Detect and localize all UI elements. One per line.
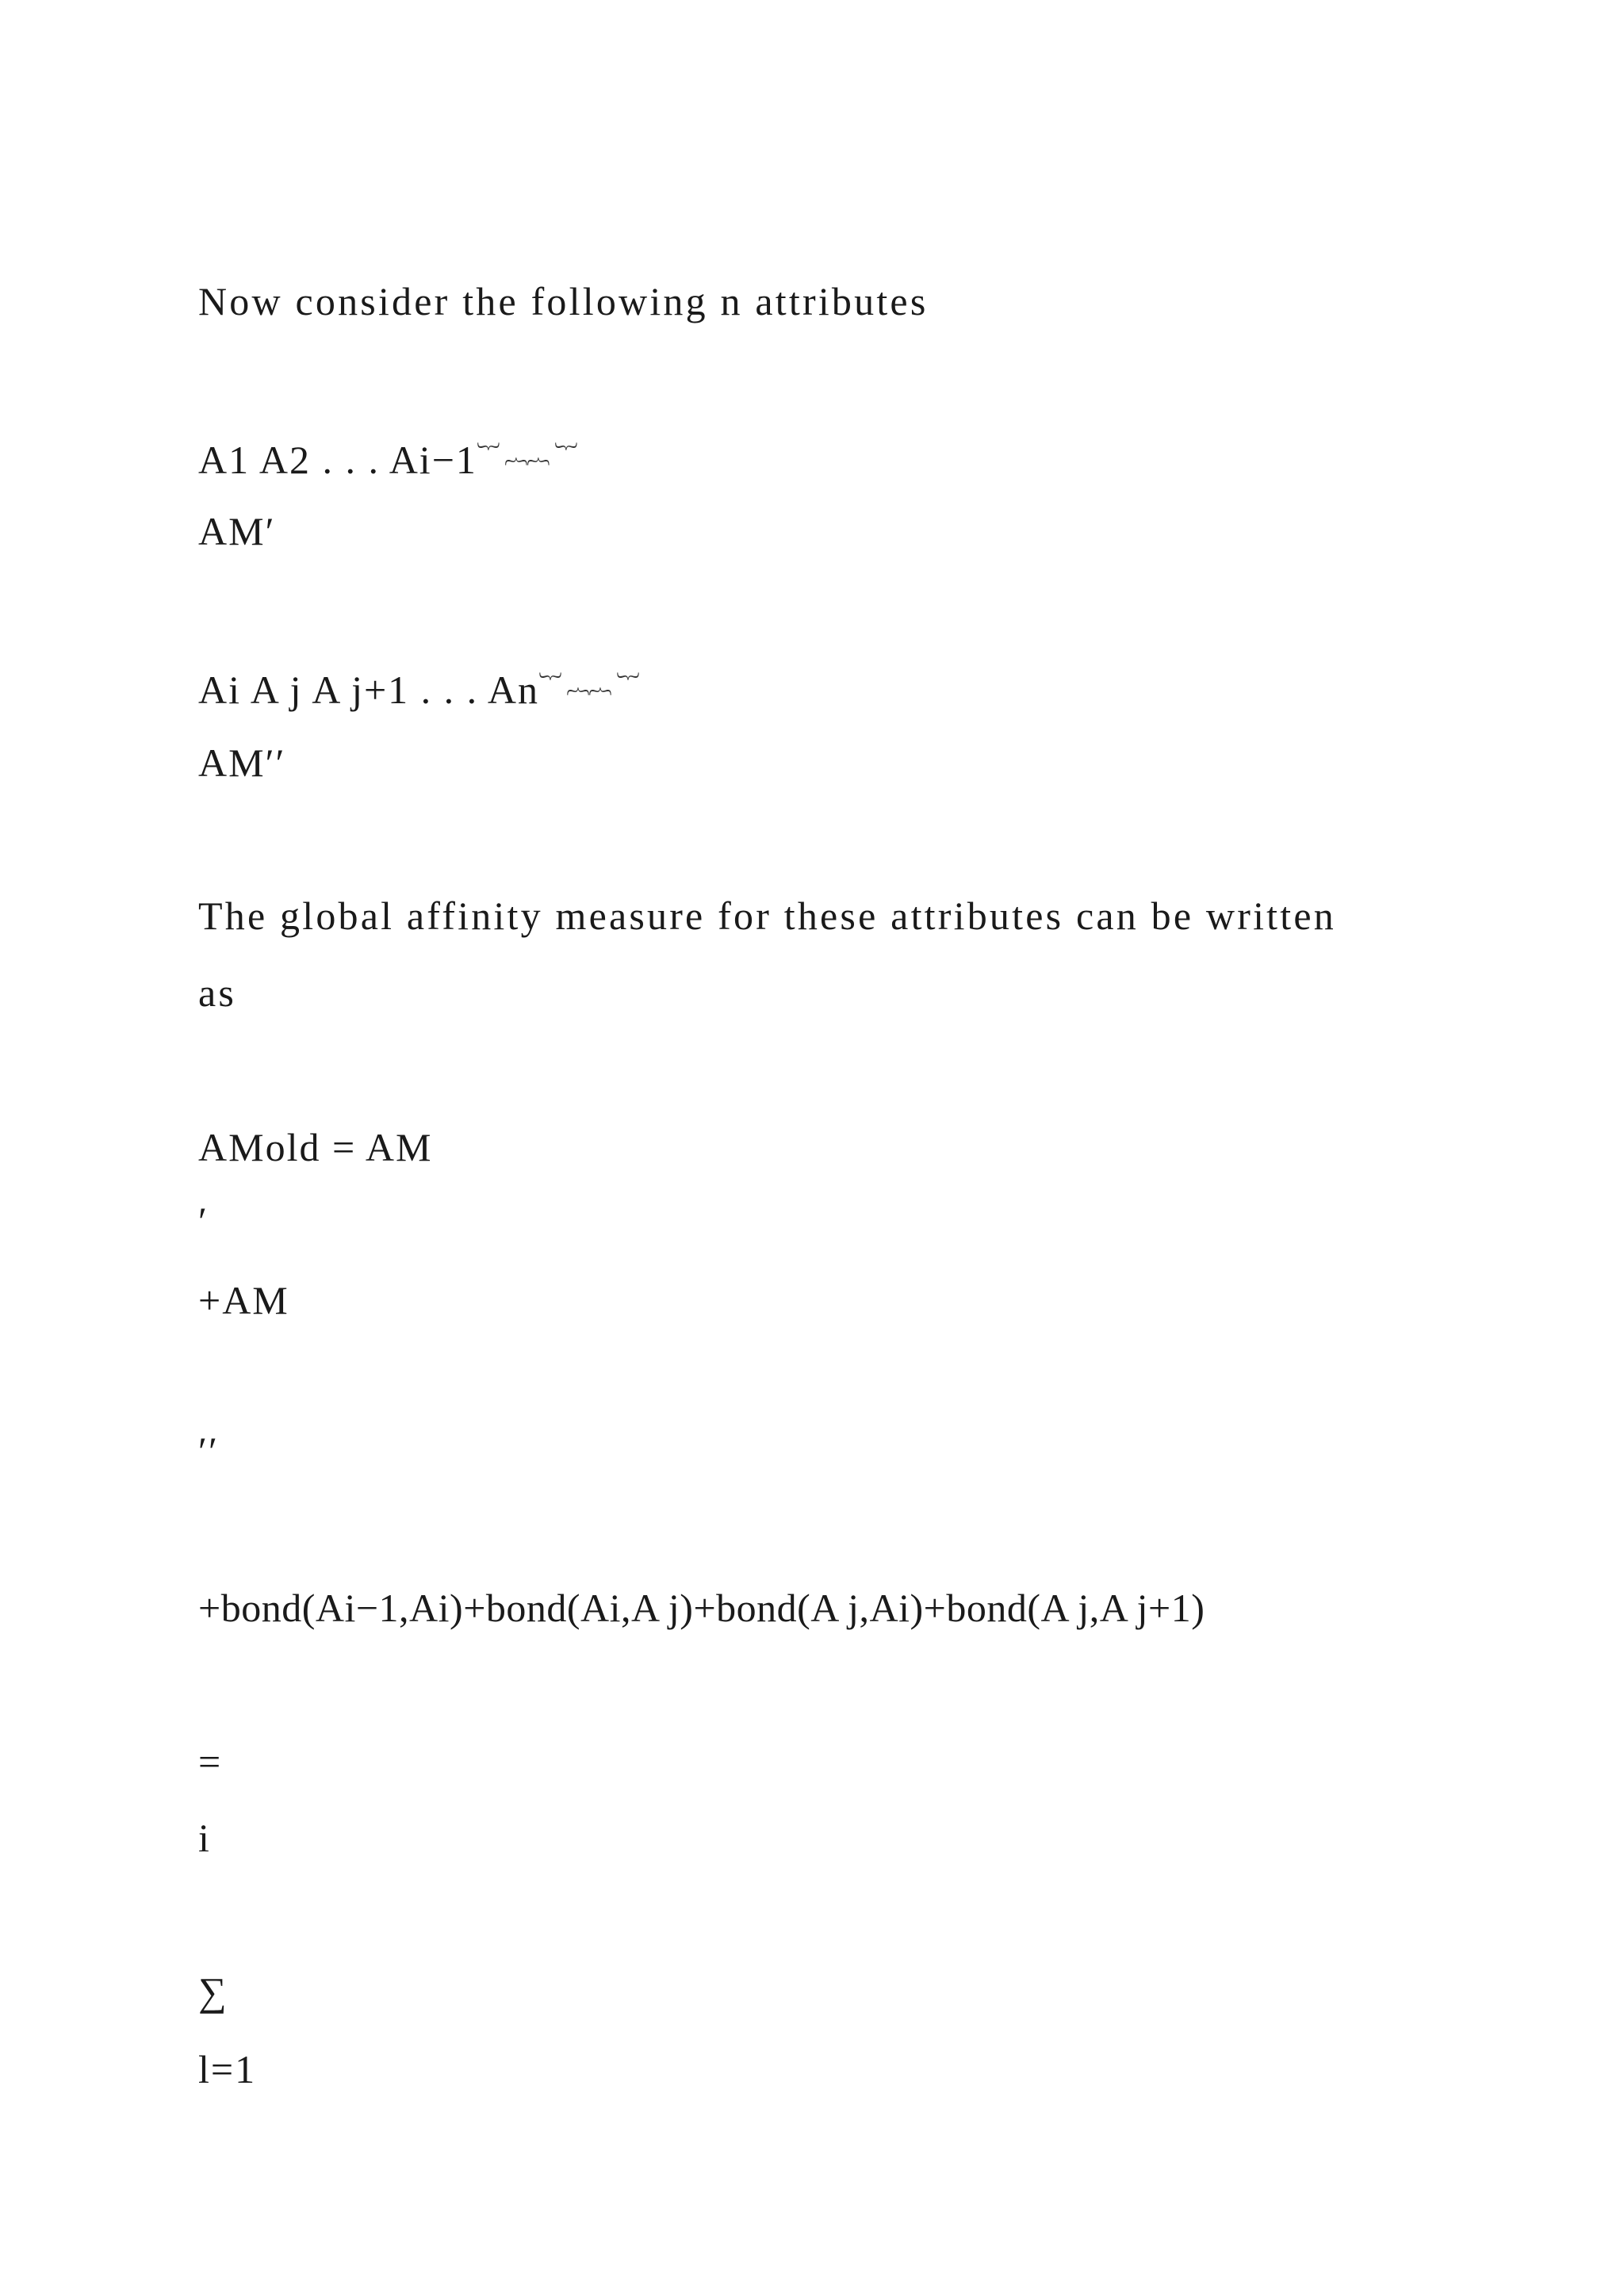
double-prime-mark: ′′: [198, 1429, 219, 1473]
plus-am-term: +AM: [198, 1278, 289, 1322]
attribute-group-second: [198, 662, 639, 714]
index-i: i: [198, 1816, 211, 1860]
am-double-prime-label: AM′′: [198, 740, 286, 785]
underbrace-first: ︸ ︷︷ ︸: [477, 443, 577, 468]
summation-lower-bound: l=1: [198, 2047, 257, 2091]
prime-mark: ′: [198, 1199, 209, 1243]
am-old-equation: AMold = AM: [198, 1125, 433, 1169]
global-affinity-sentence-end: as: [198, 970, 237, 1015]
am-prime-label: AM′: [198, 509, 276, 553]
attribute-sequence-second: Ai A j A j+1 . . . An: [198, 668, 540, 712]
bond-terms: +bond(Ai−1,Ai)+bond(Ai,A j)+bond(A j,Ai)+bond(A j,A j+1): [198, 1586, 1205, 1630]
equals-sign: =: [198, 1739, 223, 1784]
underbrace-second: ︸ ︷︷ ︸: [539, 673, 640, 698]
attribute-group-first: [198, 432, 577, 484]
global-affinity-sentence: The global affinity measure for these attributes can be written: [198, 894, 1336, 938]
intro-sentence: Now consider the following n attributes: [198, 279, 929, 323]
summation-symbol: ∑: [198, 1969, 228, 2014]
attribute-sequence-first: A1 A2 . . . Ai−1: [198, 438, 477, 482]
